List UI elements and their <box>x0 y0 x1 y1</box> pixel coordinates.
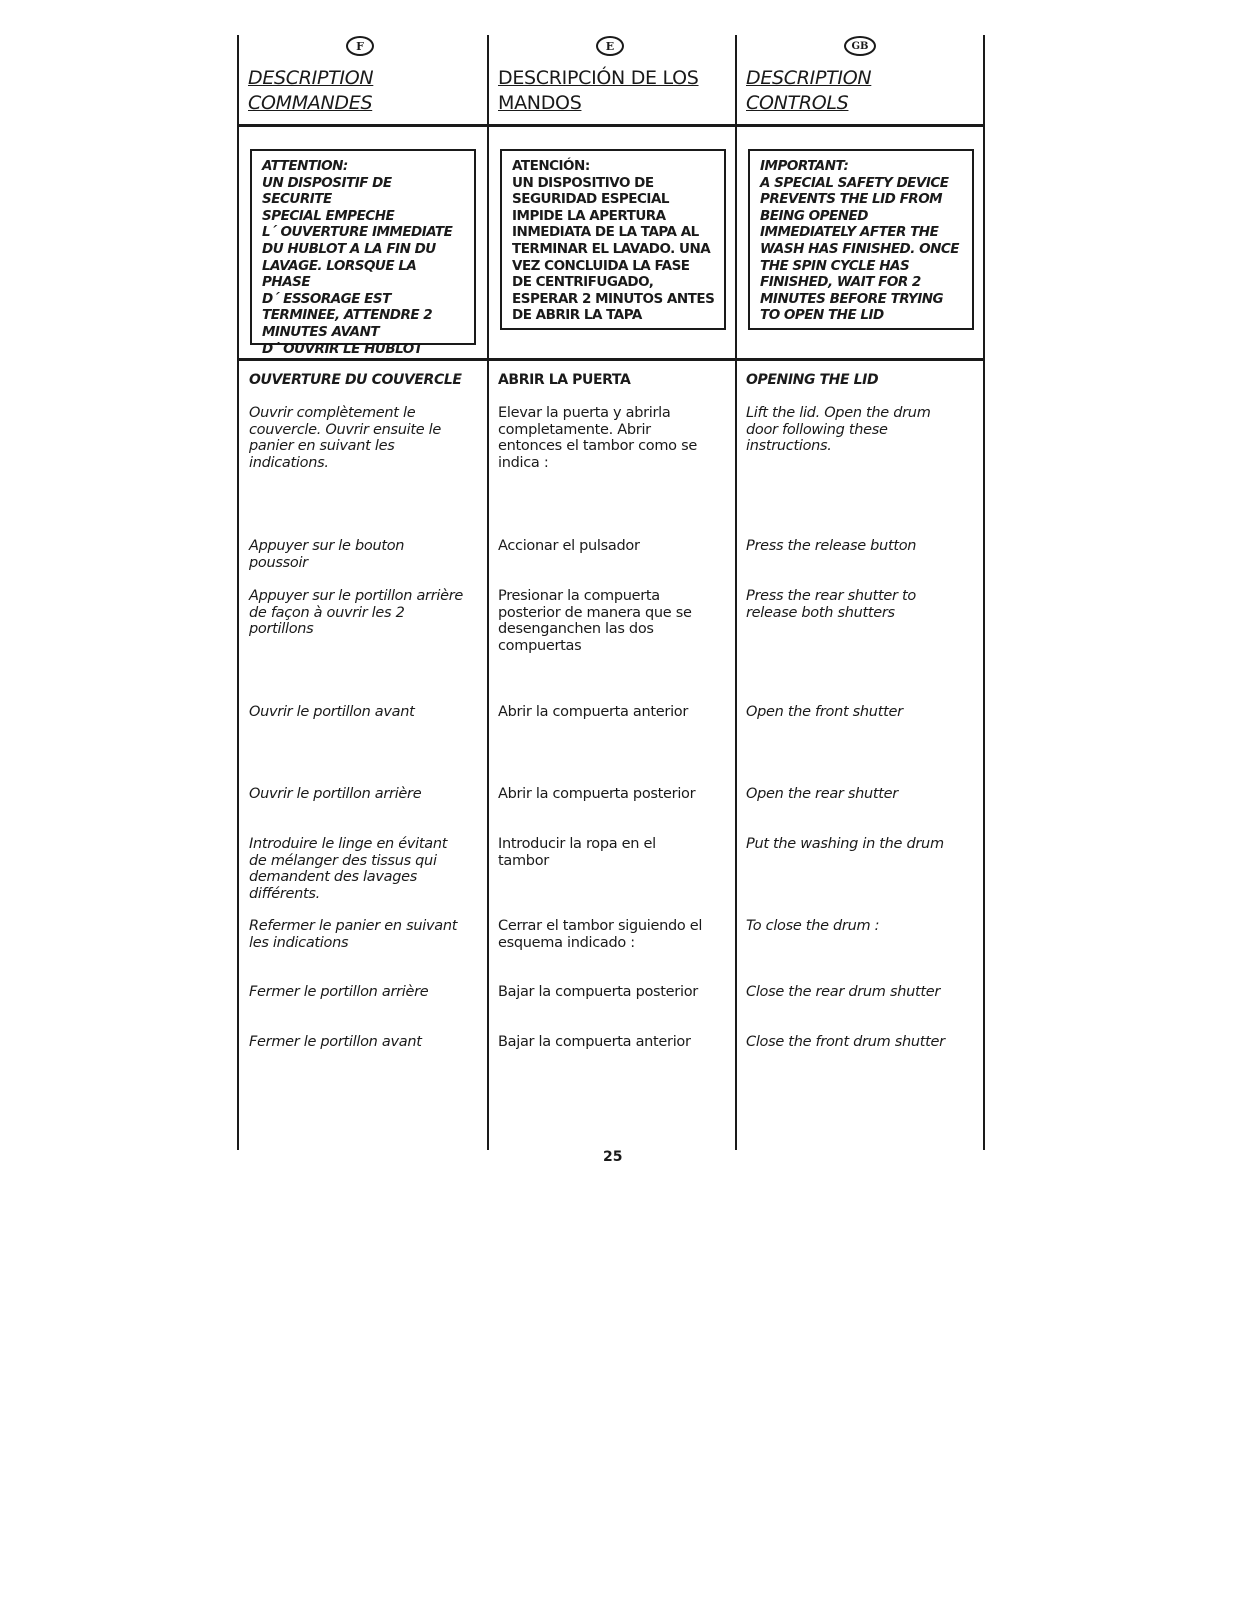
step-english-4: Open the front shutter <box>746 704 903 720</box>
step-spanish-2: Accionar el pulsador <box>498 538 640 554</box>
warning-text-spanish: ATENCIÓN: UN DISPOSITIVO DE SEGURIDAD ESPECIAL IMPIDE LA APERTURA INMEDIATA DE LA TAPA AL TERMINAR EL LAVADO. UNA VEZ CONCLUIDA LA FASE DE CENTRIFUGADO, ESPERAR 2 MINUTOS ANTES DE ABRIR LA TAPA <box>512 158 715 324</box>
step-spanish-1: Elevar la puerta y abrirla completamente. Abrir entonces el tambor como se indica : <box>498 405 697 471</box>
step-english-2: Press the release button <box>746 538 917 554</box>
language-badge-spanish: E <box>596 36 624 56</box>
warning-box-spanish <box>500 149 726 330</box>
step-french-5: Ouvrir le portillon arrière <box>249 786 422 802</box>
page-number: 25 <box>603 1149 623 1165</box>
step-spanish-6: Introducir la ropa en el tambor <box>498 836 656 869</box>
language-badge-english: GB <box>844 36 876 56</box>
language-badge-french: F <box>346 36 374 56</box>
step-spanish-4: Abrir la compuerta anterior <box>498 704 689 720</box>
step-english-7: To close the drum : <box>746 918 880 934</box>
warning-text-english: IMPORTANT: A SPECIAL SAFETY DEVICE PREVENTS THE LID FROM BEING OPENED IMMEDIATELY AFTER THE WASH HAS FINISHED. ONCE THE SPIN CYCLE HAS FINISHED, WAIT FOR 2 MINUTES BEFORE TRYING TO OPEN THE LID <box>760 158 959 324</box>
step-french-7: Refermer le panier en suivant les indications <box>249 918 458 951</box>
column-divider-mid2 <box>735 35 737 1150</box>
step-french-4: Ouvrir le portillon avant <box>249 704 415 720</box>
column-title-english: DESCRIPTION CONTROLS <box>746 67 872 114</box>
step-spanish-9: Bajar la compuerta anterior <box>498 1034 691 1050</box>
warning-rule <box>237 358 985 361</box>
step-french-1: Ouvrir complètement le couvercle. Ouvrir ensuite le panier en suivant les indications. <box>249 405 442 471</box>
section-heading-english: OPENING THE LID <box>746 372 879 388</box>
step-french-8: Fermer le portillon arrière <box>249 984 429 1000</box>
step-spanish-7: Cerrar el tambor siguiendo el esquema indicado : <box>498 918 703 951</box>
column-divider-right <box>983 35 985 1150</box>
step-french-2: Appuyer sur le bouton poussoir <box>249 538 405 571</box>
step-english-9: Close the front drum shutter <box>746 1034 945 1050</box>
column-divider-left <box>237 35 239 1150</box>
warning-box-french <box>250 149 476 357</box>
step-english-5: Open the rear shutter <box>746 786 898 802</box>
step-spanish-3: Presionar la compuerta posterior de manera que se desenganchen las dos compuertas <box>498 588 692 654</box>
step-french-6: Introduire le linge en évitant de mélanger des tissus qui demandent des lavages différents. <box>249 836 448 902</box>
section-heading-french: OUVERTURE DU COUVERCLE <box>249 372 462 388</box>
section-heading-spanish: ABRIR LA PUERTA <box>498 372 631 388</box>
column-divider-mid1 <box>487 35 489 1150</box>
step-english-8: Close the rear drum shutter <box>746 984 941 1000</box>
header-rule <box>237 124 985 127</box>
step-french-3: Appuyer sur le portillon arrière de façon à ouvrir les 2 portillons <box>249 588 463 638</box>
step-spanish-5: Abrir la compuerta posterior <box>498 786 696 802</box>
step-french-9: Fermer le portillon avant <box>249 1034 422 1050</box>
step-english-6: Put the washing in the drum <box>746 836 944 852</box>
column-title-spanish: DESCRIPCIÓN DE LOS MANDOS <box>498 67 699 114</box>
warning-text-french: ATTENTION: UN DISPOSITIF DE SECURITE SPECIAL EMPECHE L´ OUVERTURE IMMEDIATE DU HUBLOT A LA FIN DU LAVAGE. LORSQUE LA PHASE D´ ESSORAGE EST TERMINEE, ATTENDRE 2 MINUTES AVANT D´ OUVRIR LE HUBLOT <box>262 158 453 357</box>
column-title-french: DESCRIPTION COMMANDES <box>248 67 374 114</box>
step-english-1: Lift the lid. Open the drum door following these instructions. <box>746 405 931 455</box>
step-english-3: Press the rear shutter to release both shutters <box>746 588 916 621</box>
warning-box-english <box>748 149 974 330</box>
step-spanish-8: Bajar la compuerta posterior <box>498 984 698 1000</box>
